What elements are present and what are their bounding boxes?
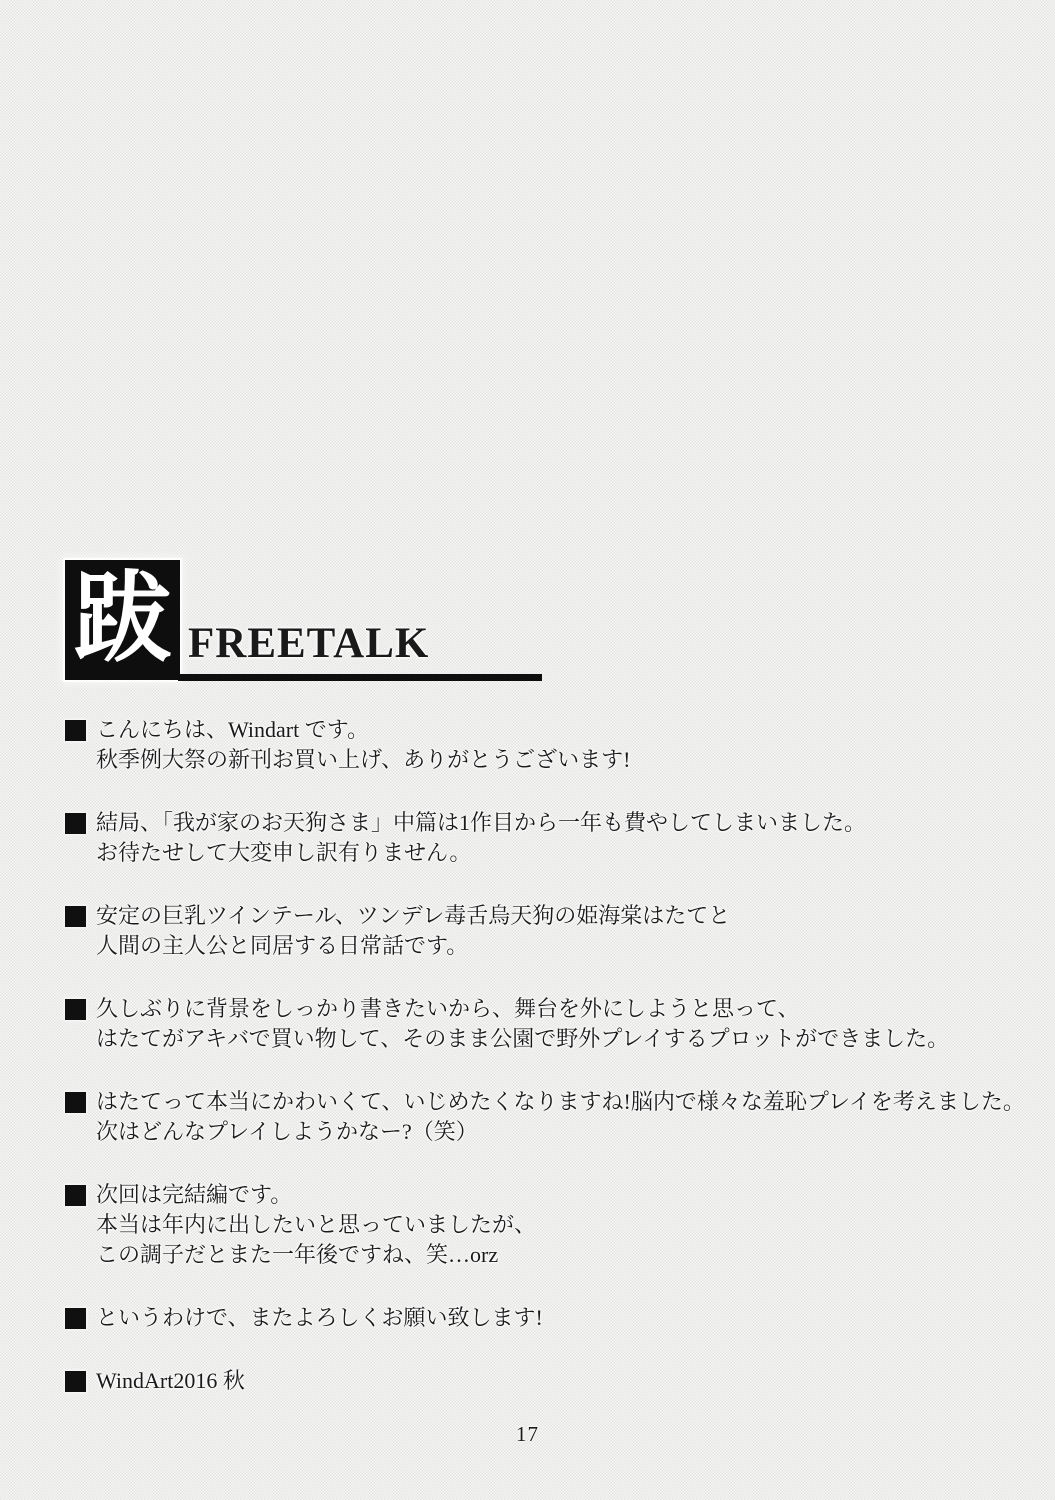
paragraph [65, 715, 1025, 775]
bullet-square-icon [65, 999, 86, 1020]
page-number: 17 [516, 1422, 539, 1446]
paragraph [65, 1087, 1025, 1147]
bullet-square-icon [65, 1185, 86, 1206]
bullet-square-icon [65, 906, 86, 927]
paragraph-line: はたてって本当にかわいくて、いじめたくなりますね!脳内で様々な羞恥プレイを考えました。 [96, 1089, 1025, 1114]
afterword-kanji-block [65, 560, 180, 680]
bullet-square-icon [65, 1092, 86, 1113]
paragraph [65, 1180, 1025, 1270]
paragraph-line: 安定の巨乳ツインテール、ツンデレ毒舌烏天狗の姫海棠はたてと [96, 903, 731, 928]
bullet-square-icon [65, 813, 86, 834]
paragraph-line: 結局、「我が家のお天狗さま」中篇は1作目から一年も費やしてしまいました。 [96, 810, 867, 835]
paragraph-line: この調子だとまた一年後ですね、笑…orz [96, 1242, 499, 1267]
paragraph-line: WindArt2016 秋 [96, 1368, 245, 1393]
paragraph [65, 994, 1025, 1054]
paragraph-line: 秋季例大祭の新刊お買い上げ、ありがとうございます! [96, 747, 631, 772]
paragraph [65, 1303, 1025, 1333]
paragraph-line: 次はどんなプレイしようかなー?（笑） [96, 1119, 478, 1144]
freetalk-title: FREETALK [188, 620, 430, 667]
paragraph-line: 本当は年内に出したいと思っていましたが、 [96, 1212, 537, 1237]
bullet-square-icon [65, 1371, 86, 1392]
paragraph [65, 901, 1025, 961]
bullet-square-icon [65, 720, 86, 741]
paragraph-line: というわけで、またよろしくお願い致します! [96, 1305, 543, 1330]
header-underline [178, 674, 542, 681]
afterword-kanji: 跋 [73, 566, 172, 674]
afterword-body [65, 715, 1025, 1429]
paragraph-line: はたてがアキバで買い物して、そのまま公園で野外プレイするプロットができました。 [96, 1026, 950, 1051]
paragraph-line: 人間の主人公と同居する日常話です。 [96, 933, 469, 958]
bullet-square-icon [65, 1308, 86, 1329]
paragraph [65, 808, 1025, 868]
paragraph-line: こんにちは、Windart です。 [96, 717, 369, 742]
paragraph-line: 次回は完結編です。 [96, 1182, 293, 1207]
paragraph-line: 久しぶりに背景をしっかり書きたいから、舞台を外にしようと思って、 [96, 996, 800, 1021]
paragraph-line: お待たせして大変申し訳有りません。 [96, 840, 472, 865]
paragraph [65, 1366, 1025, 1396]
